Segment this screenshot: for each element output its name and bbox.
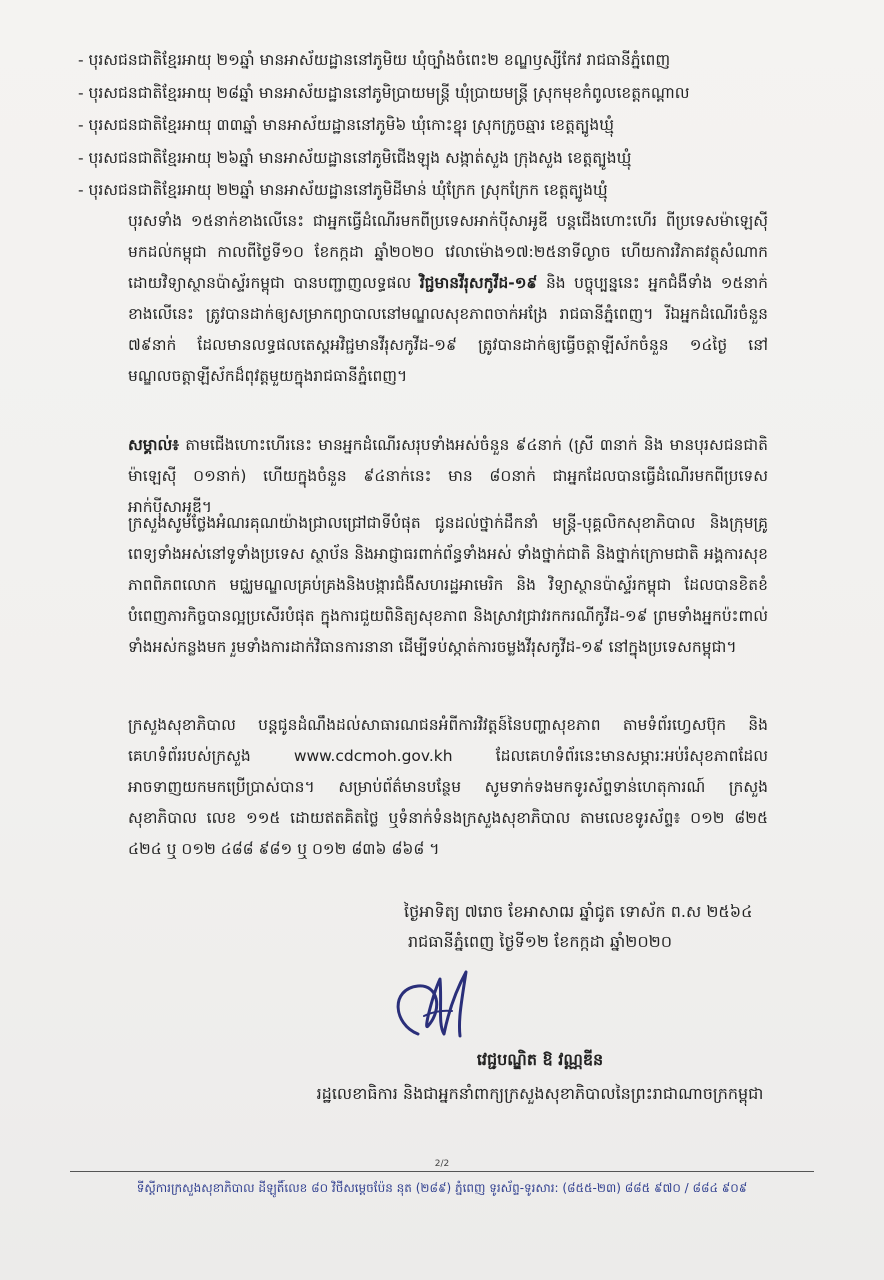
- paragraph-thanks: ក្រសួងសូមថ្លែងអំណរគុណយ៉ាងជ្រាលជ្រៅជាទីបំផុត ជូនដល់ថ្នាក់ដឹកនាំ មន្ត្រី-បុគ្គលិកសុខាភិបាល និងក្រុមគ្រូពេទ្យទាំងអស់នៅទូទាំងប្រទេស ស្ថាប័ន និងអាជ្ញាធរពាក់ព័ន្ធទាំងអស់ ទាំងថ្នាក់ជាតិ និងថ្នាក់ក្រោមជាតិ អង្គការសុខភាពពិភពលោក មជ្ឈមណ្ឌលគ្រប់គ្រងនិងបង្ការជំងឺសហរដ្ឋអាមេរិក និង វិទ្យាស្ថានប៉ាស្ទ័រកម្ពុជា ដែលបានខិតខំបំពេញភារកិច្ចបានល្អប្រសើរបំផុត ក្នុងការជួយពិនិត្យសុខភាព និងស្រាវជ្រាវរកករណីកូវីដ-១៩ ព្រមទាំងអ្នកប៉ះពាល់ទាំងអស់កន្លងមក រួមទាំងការដាក់វិធានការនានា ដើម្បីទប់ស្កាត់ការចម្លងវីរុសកូវីដ-១៩ នៅក្នុងប្រទេសកម្ពុជា។: [128, 514, 768, 656]
- paragraph-summary: [128, 206, 768, 392]
- note-text: តាមជើងហោះហើរនេះ មានអ្នកដំណើរសរុបទាំងអស់ចំនួន ៩៤នាក់ (ស្រី ៣នាក់ និង មានបុរសជនជាតិម៉ាឡេស៊ី ០១នាក់) ហើយក្នុងចំនួន ៩៤នាក់នេះ មាន ៨០នាក់ ជាអ្នកដែលបានធ្វើដំណើរមកពីប្រទេសអាក់ប៉ីសាអូឌី។: [128, 436, 768, 516]
- date-lunar: ថ្ងៃអាទិត្យ ៧រោច ខែអាសាឍ ឆ្នាំជូត ទោស័ក ព.ស ២៥៦៤: [404, 902, 753, 921]
- signer-name: វេជ្ជបណ្ឌិត ឱ វណ្ណឌីន: [476, 1050, 604, 1069]
- footer-address: ទីស្តីការក្រសួងសុខាភិបាល ដីឡូតិ៍លេខ ៨០ វិថីសម្ដេចប៉ែន នុត (២៨៩) ភ្នំពេញ ទូរស័ព្ទ-ទូរសារ: (៨៥៥-២៣) ៨៨៥ ៩៧០ / ៨៨៤ ៩០៩: [136, 1181, 748, 1195]
- handwritten-signature: [388, 964, 478, 1044]
- date-block: [404, 897, 764, 957]
- paragraph-info: ក្រសួងសុខាភិបាល បន្តជូនដំណឹងដល់សាធារណជនអំពីការវិវត្តន៍នៃបញ្ហាសុខភាព តាមទំព័រហ្វេសប៊ុក និងគេហទំព័ររបស់ក្រសួង www.cdcmoh.gov.kh ដែលគេហទំព័រនេះមានសម្ភារៈអប់រំសុខភាពដែលអាចទាញយកមកប្រើប្រាស់បាន។ សម្រាប់ព័ត៌មានបន្ថែម សូមទាក់ទងមកទូរស័ព្ទទាន់ហេតុការណ៍ ក្រសួងសុខាភិបាល លេខ ១១៥ ដោយឥតគិតថ្លៃ ឬទំនាក់ទំនងក្រសួងសុខាភិបាល តាមលេខទូរស័ព្ទ៖ ០១២ ៨២៥ ៤២៤ ឬ ០១២ ៤៨៨ ៩៨១ ឬ ០១២ ៨៣៦ ៨៦៨ ។: [128, 716, 768, 858]
- bullet-item: - បុរសជនជាតិខ្មែរអាយុ ២៨ឆ្នាំ មានអាស័យដ្ឋាននៅភូមិប្រាយមន្ត្រី ឃុំប្រាយមន្ត្រី ស្រុកមុខកំពូលខេត្តកណ្ដាល: [78, 83, 690, 102]
- paragraph-text: និង បច្ចុប្បន្ននេះ អ្នកជំងឺទាំង ១៥នាក់ខាងលើនេះ ត្រូវបានដាក់ឲ្យសម្រាកព្យាបាលនៅមណ្ឌលសុខភាពចាក់អង្រែ រាជធានីភ្នំពេញ។ រីឯអ្នកដំណើរចំនួន ៧៩នាក់ ដែលមានលទ្ធផលតេស្តអវិជ្ជមានវីរុសកូវីដ-១៩ ត្រូវបានដាក់ឲ្យធ្វើចត្តាឡីស័កចំនួន ១៤ថ្ងៃ នៅមណ្ឌលចត្តាឡីស័កដ៏ពុវត្តមួយក្នុងរាជធានីភ្នំពេញ។: [128, 274, 768, 385]
- signer-title: រដ្ឋលេខាធិការ និងជាអ្នកនាំពាក្យក្រសួងសុខាភិបាលនៃព្រះរាជាណាចក្រកម្ពុជា: [316, 1084, 764, 1103]
- patient-bullet-list: [78, 44, 838, 207]
- positive-result-text: វិជ្ជមានវីរុសកូវីដ-១៩: [419, 274, 538, 292]
- signer-block: [300, 1043, 780, 1111]
- bullet-item: - បុរសជនជាតិខ្មែរអាយុ ២២ឆ្នាំ មានអាស័យដ្ឋាននៅភូមិដីមាន់ ឃុំក្រែក ស្រុកក្រែក ខេត្តត្បូងឃ្មុំ: [78, 181, 608, 199]
- bullet-item: - បុរសជនជាតិខ្មែរអាយុ ៣៣ឆ្នាំ មានអាស័យដ្ឋាននៅភូមិ៦ ឃុំកោះខ្នុរ ស្រុកក្រូចឆ្មារ ខេត្តត្បូងឃ្មុំ: [78, 116, 615, 134]
- paragraph-text: បុរសទាំង ១៥នាក់ខាងលើនេះ ជាអ្នកធ្វើដំណើរមកពីប្រទេសអាក់ប៉ីសាអូឌី បន្តជើងហោះហើរ ពីប្រទេសម៉ាឡេស៊ី មកដល់កម្ពុជា កាលពីថ្ងៃទី១០ ខែកក្កដា ឆ្នាំ២០២០ វេលាម៉ោង១៧:២៥នាទីល្ងាច ហើយការវិភាគវត្ថុសំណាកដោយវិទ្យាស្ថានប៉ាស្ទ័រកម្ពុជា បានបញ្ជាញលទ្ធផល: [128, 212, 768, 292]
- note-label: សម្គាល់៖: [128, 436, 180, 454]
- footer-divider: [70, 1171, 814, 1172]
- bullet-item: - បុរសជនជាតិខ្មែរអាយុ ២១ឆ្នាំ មានអាស័យដ្ឋាននៅភូមិយ ឃុំច្បាំងចំពេះ២ ខណ្ឌឫស្សីកែវ រាជធានីភ្នំពេញ: [78, 51, 671, 69]
- date-solar: រាជធានីភ្នំពេញ ថ្ងៃទី១២ ខែកក្កដា ឆ្នាំ២០២០: [408, 932, 673, 951]
- page-number: 2/2: [434, 1159, 450, 1169]
- bullet-item: - បុរសជនជាតិខ្មែរអាយុ ២៦ឆ្នាំ មានអាស័យដ្ឋាននៅភូមិជើងឡុង សង្កាត់សួង ក្រុងសួង ខេត្តត្បូងឃ្មុំ: [78, 148, 632, 167]
